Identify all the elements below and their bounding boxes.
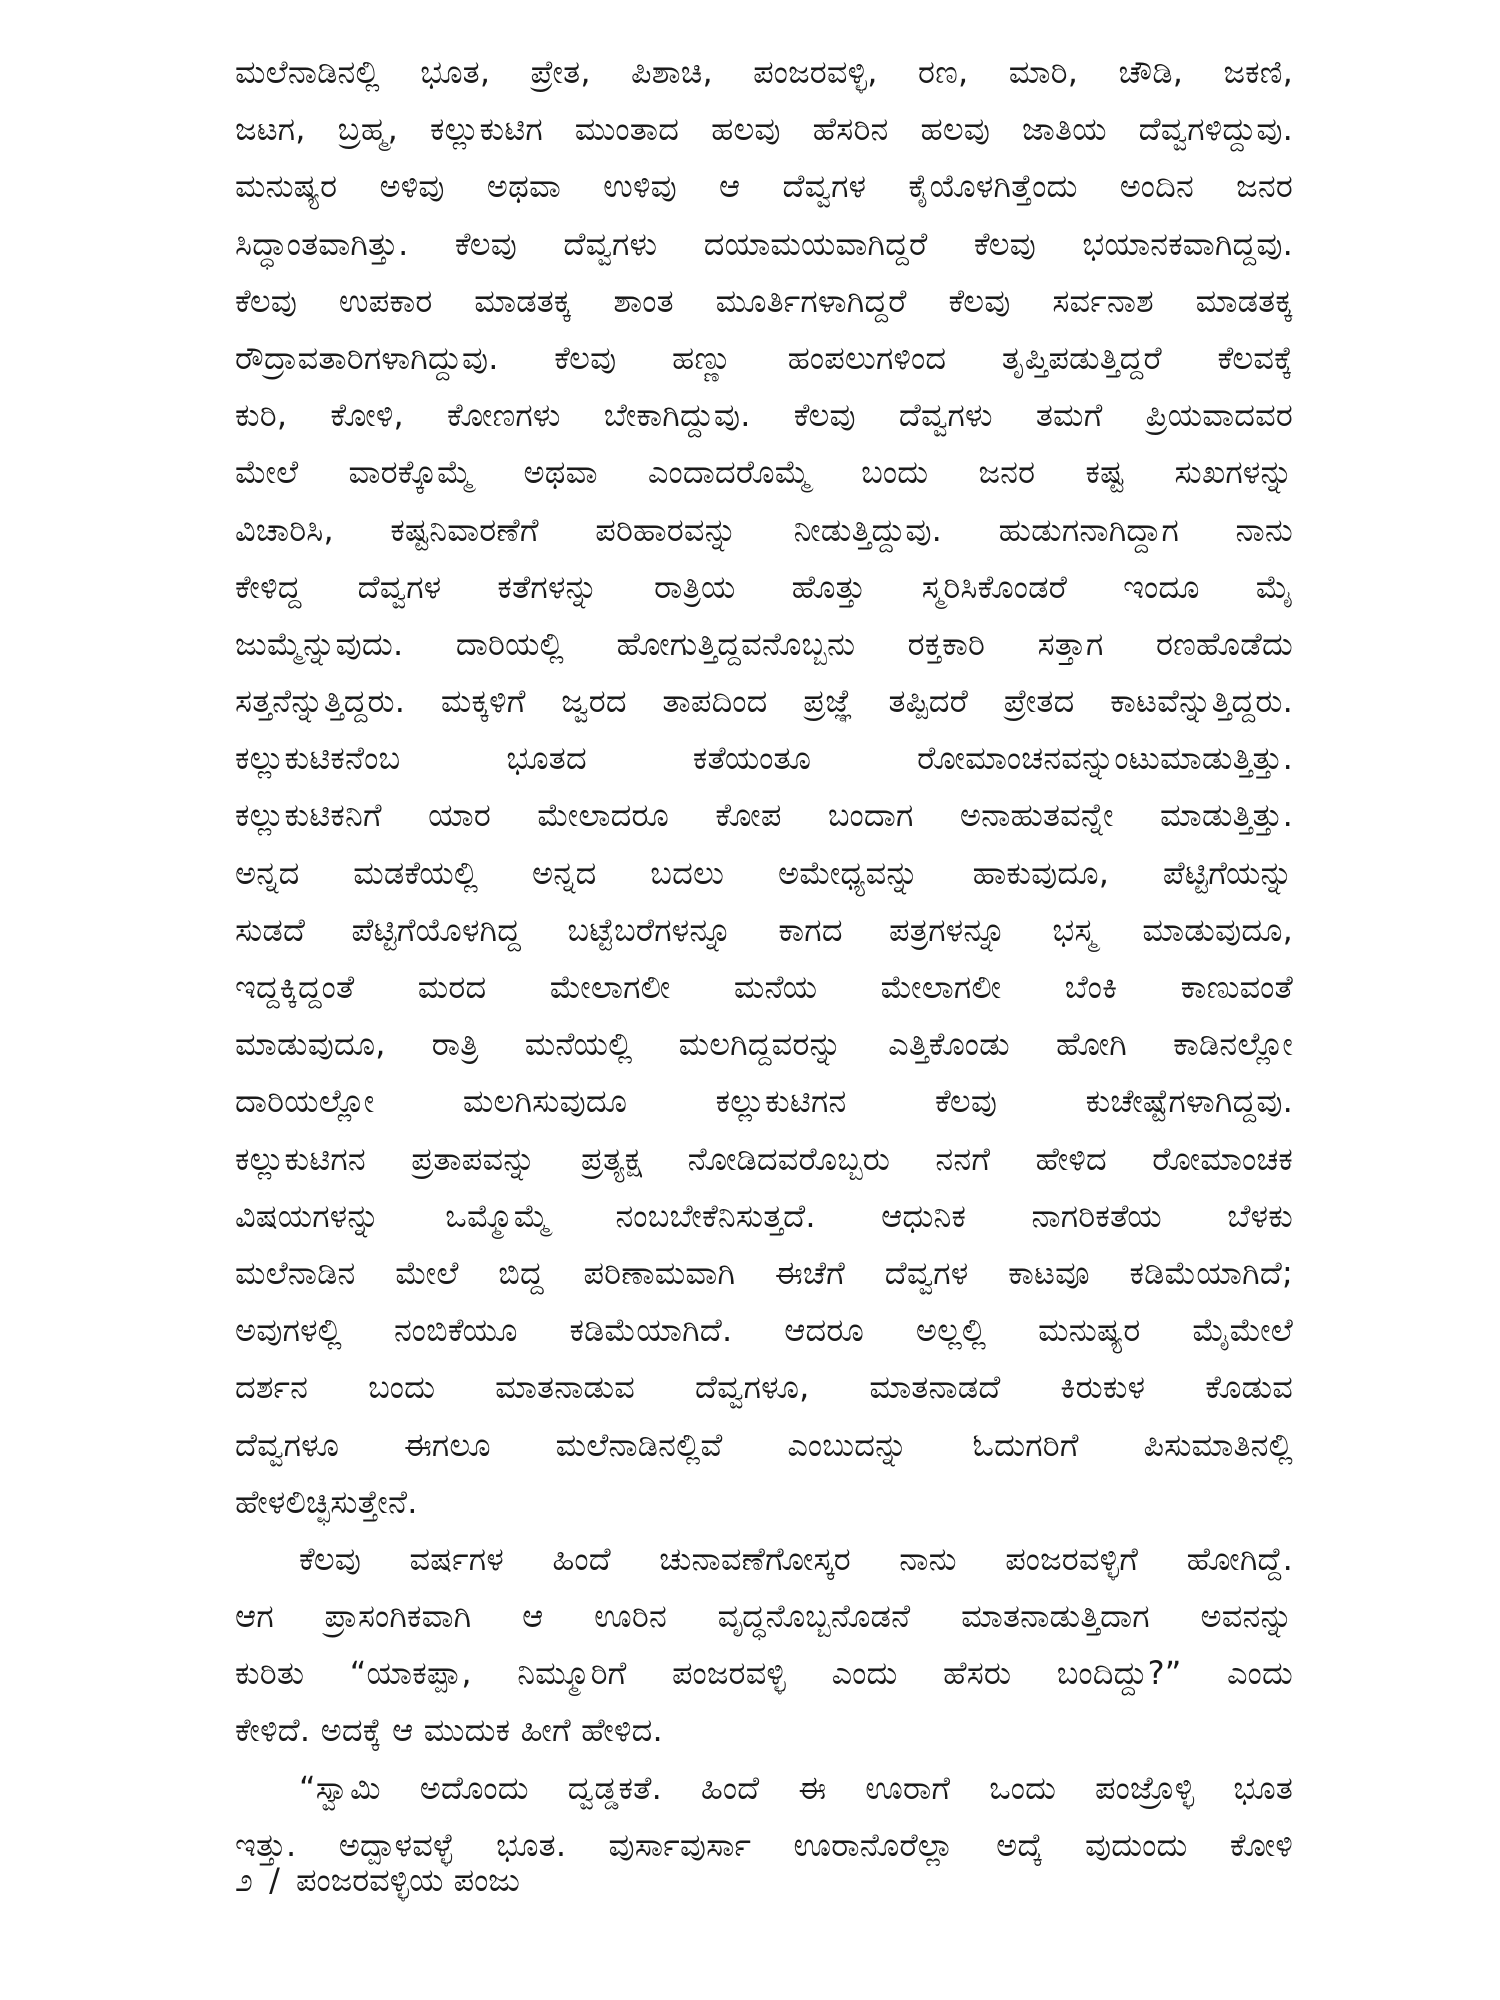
paragraph-start-line: “ಸ್ವಾಮಿ ಅದೊಂದು ದ್ವಡ್ಡಕತೆ. ಹಿಂದೆ ಈ ಊರಾಗೆ ಒಂದು ಪಂಜ್ರೊಳ್ಳಿ ಭೂತ [299,1768,1293,1807]
text-line: ಮಾಡುವುದೂ, ರಾತ್ರಿ ಮನೆಯಲ್ಲಿ ಮಲಗಿದ್ದವರನ್ನು ಎತ್ತಿಕೊಂಡು ಹೋಗಿ ಕಾಡಿನಲ್ಲೋ [235,1025,1293,1064]
text-line: ಜಟಗ, ಬ್ರಹ್ಮ, ಕಲ್ಲುಕುಟಿಗ ಮುಂತಾದ ಹಲವು ಹೆಸರಿನ ಹಲವು ಜಾತಿಯ ದೆವ್ವಗಳಿದ್ದುವು. [235,110,1293,149]
paragraph-start-line: ಕೆಲವು ವರ್ಷಗಳ ಹಿಂದೆ ಚುನಾವಣೆಗೋಸ್ಕರ ನಾನು ಪಂಜರವಳ್ಳಿಗೆ ಹೋಗಿದ್ದೆ. [299,1539,1293,1578]
page-number: ೨ [235,1861,253,1899]
text-line: ದರ್ಶನ ಬಂದು ಮಾತನಾಡುವ ದೆವ್ವಗಳೂ, ಮಾತನಾಡದೆ ಕಿರುಕುಳ ಕೊಡುವ [235,1368,1293,1407]
text-line: ಕೆಲವು ಉಪಕಾರ ಮಾಡತಕ್ಕ ಶಾಂತ ಮೂರ್ತಿಗಳಾಗಿದ್ದರೆ ಕೆಲವು ಸರ್ವನಾಶ ಮಾಡತಕ್ಕ [235,281,1293,320]
book-title: ಪಂಜರವಳ್ಳಿಯ ಪಂಜು [296,1861,520,1899]
text-line: ಅನ್ನದ ಮಡಕೆಯಲ್ಲಿ ಅನ್ನದ ಬದಲು ಅಮೇಧ್ಯವನ್ನು ಹಾಕುವುದೂ, ಪೆಟ್ಟಿಗೆಯನ್ನು [235,853,1293,892]
body-text [235,44,1293,1874]
text-line: ಮೇಲೆ ವಾರಕ್ಕೊಮ್ಮೆ ಅಥವಾ ಎಂದಾದರೊಮ್ಮೆ ಬಂದು ಜನರ ಕಷ್ಟ ಸುಖಗಳನ್ನು [235,453,1293,492]
text-line: ವಿಷಯಗಳನ್ನು ಒಮ್ಮೊಮ್ಮೆ ನಂಬಬೇಕೆನಿಸುತ್ತದೆ. ಆಧುನಿಕ ನಾಗರಿಕತೆಯ ಬೆಳಕು [235,1196,1293,1235]
paragraph-end-line: ಕೇಳಿದೆ. ಅದಕ್ಕೆ ಆ ಮುದುಕ ಹೀಗೆ ಹೇಳಿದ. [235,1711,663,1750]
text-line: ಕುರಿ, ಕೋಳಿ, ಕೋಣಗಳು ಬೇಕಾಗಿದ್ದುವು. ಕೆಲವು ದೆವ್ವಗಳು ತಮಗೆ ಪ್ರಿಯವಾದವರ [235,396,1293,435]
page-footer [235,1858,520,1902]
text-line: ದಾರಿಯಲ್ಲೋ ಮಲಗಿಸುವುದೂ ಕಲ್ಲುಕುಟಿಗನ ಕೆಲವು ಕುಚೇಷ್ಟೆಗಳಾಗಿದ್ದವು. [235,1082,1293,1121]
text-line: ಆಗ ಪ್ರಾಸಂಗಿಕವಾಗಿ ಆ ಊರಿನ ವೃದ್ಧನೊಬ್ಬನೊಡನೆ ಮಾತನಾಡುತ್ತಿದಾಗ ಅವನನ್ನು [235,1597,1293,1636]
footer-separator: / [269,1861,280,1899]
text-line: ಇದ್ದಕ್ಕಿದ್ದಂತೆ ಮರದ ಮೇಲಾಗಲೀ ಮನೆಯ ಮೇಲಾಗಲೀ ಬೆಂಕಿ ಕಾಣುವಂತೆ [235,968,1293,1006]
text-line: ಮಲೆನಾಡಿನಲ್ಲಿ ಭೂತ, ಪ್ರೇತ, ಪಿಶಾಚಿ, ಪಂಜರವಳ್ಳಿ, ರಣ, ಮಾರಿ, ಚೌಡಿ, ಜಕಣಿ, [235,53,1293,91]
text-line: ಜುಮ್ಮೆನ್ನುವುದು. ದಾರಿಯಲ್ಲಿ ಹೋಗುತ್ತಿದ್ದವನೊಬ್ಬನು ರಕ್ತಕಾರಿ ಸತ್ತಾಗ ರಣಹೊಡೆದು [235,624,1293,663]
text-line: ಕಲ್ಲುಕುಟಿಕನಿಗೆ ಯಾರ ಮೇಲಾದರೂ ಕೋಪ ಬಂದಾಗ ಅನಾಹುತವನ್ನೇ ಮಾಡುತ್ತಿತ್ತು. [235,796,1293,835]
text-line: ಇತ್ತು. ಅದ್ಪಾಳವಳ್ಳೆ ಭೂತ. ವುರ್ಸಾವುರ್ಸಾ ಊರಾನೊರೆಲ್ಲಾ ಅದ್ಕೆ ವುದುಂದು ಕೋಳಿ [235,1825,1293,1864]
text-line: ಮಲೆನಾಡಿನ ಮೇಲೆ ಬಿದ್ದ ಪರಿಣಾಮವಾಗಿ ಈಚೆಗೆ ದೆವ್ವಗಳ ಕಾಟವೂ ಕಡಿಮೆಯಾಗಿದೆ; [235,1253,1293,1292]
text-line: ಸತ್ತನೆನ್ನುತ್ತಿದ್ದರು. ಮಕ್ಕಳಿಗೆ ಜ್ವರದ ತಾಪದಿಂದ ಪ್ರಜ್ಞೆ ತಪ್ಪಿದರೆ ಪ್ರೇತದ ಕಾಟವೆನ್ನುತ್ತಿದ್ದರು. [235,682,1293,721]
text-line: ಕಲ್ಲುಕುಟಿಕನೆಂಬ ಭೂತದ ಕತೆಯಂತೂ ರೋಮಾಂಚನವನ್ನುಂಟುಮಾಡುತ್ತಿತ್ತು. [235,739,1293,778]
paragraph-end-line: ಹೇಳಲಿಚ್ಛಿಸುತ್ತೇನೆ. [235,1482,418,1521]
text-line: ಅವುಗಳಲ್ಲಿ ನಂಬಿಕೆಯೂ ಕಡಿಮೆಯಾಗಿದೆ. ಆದರೂ ಅಲ್ಲಲ್ಲಿ ಮನುಷ್ಯರ ಮೈಮೇಲೆ [235,1311,1293,1350]
text-line: ರೌದ್ರಾವತಾರಿಗಳಾಗಿದ್ದುವು. ಕೆಲವು ಹಣ್ಣು ಹಂಪಲುಗಳಿಂದ ತೃಪ್ತಿಪಡುತ್ತಿದ್ದರೆ ಕೆಲವಕ್ಕೆ [235,338,1293,377]
text-line: ವಿಚಾರಿಸಿ, ಕಷ್ಟನಿವಾರಣೆಗೆ ಪರಿಹಾರವನ್ನು ನೀಡುತ್ತಿದ್ದುವು. ಹುಡುಗನಾಗಿದ್ದಾಗ ನಾನು [235,510,1293,549]
text-line: ಸಿದ್ಧಾಂತವಾಗಿತ್ತು. ಕೆಲವು ದೆವ್ವಗಳು ದಯಾಮಯವಾಗಿದ್ದರೆ ಕೆಲವು ಭಯಾನಕವಾಗಿದ್ದವು. [235,224,1293,263]
text-line: ಕಲ್ಲುಕುಟಿಗನ ಪ್ರತಾಪವನ್ನು ಪ್ರತ್ಯಕ್ಷ ನೋಡಿದವರೊಬ್ಬರು ನನಗೆ ಹೇಳಿದ ರೋಮಾಂಚಕ [235,1139,1293,1178]
text-line: ದೆವ್ವಗಳೂ ಈಗಲೂ ಮಲೆನಾಡಿನಲ್ಲಿವೆ ಎಂಬುದನ್ನು ಓದುಗರಿಗೆ ಪಿಸುಮಾತಿನಲ್ಲಿ [235,1425,1293,1464]
text-line: ಸುಡದೆ ಪೆಟ್ಟಿಗೆಯೊಳಗಿದ್ದ ಬಟ್ಟೆಬರೆಗಳನ್ನೂ ಕಾಗದ ಪತ್ರಗಳನ್ನೂ ಭಸ್ಮ ಮಾಡುವುದೂ, [235,910,1293,949]
text-line: ಕುರಿತು “ಯಾಕಪ್ಪಾ, ನಿಮ್ಮೂರಿಗೆ ಪಂಜರವಳ್ಳಿ ಎಂದು ಹೆಸರು ಬಂದಿದ್ದು?” ಎಂದು [235,1654,1293,1693]
text-line: ಕೇಳಿದ್ದ ದೆವ್ವಗಳ ಕತೆಗಳನ್ನು ರಾತ್ರಿಯ ಹೊತ್ತು ಸ್ಮರಿಸಿಕೊಂಡರೆ ಇಂದೂ ಮೈ [235,567,1293,606]
text-line: ಮನುಷ್ಯರ ಅಳಿವು ಅಥವಾ ಉಳಿವು ಆ ದೆವ್ವಗಳ ಕೈಯೊಳಗಿತ್ತೆಂದು ಅಂದಿನ ಜನರ [235,167,1293,206]
